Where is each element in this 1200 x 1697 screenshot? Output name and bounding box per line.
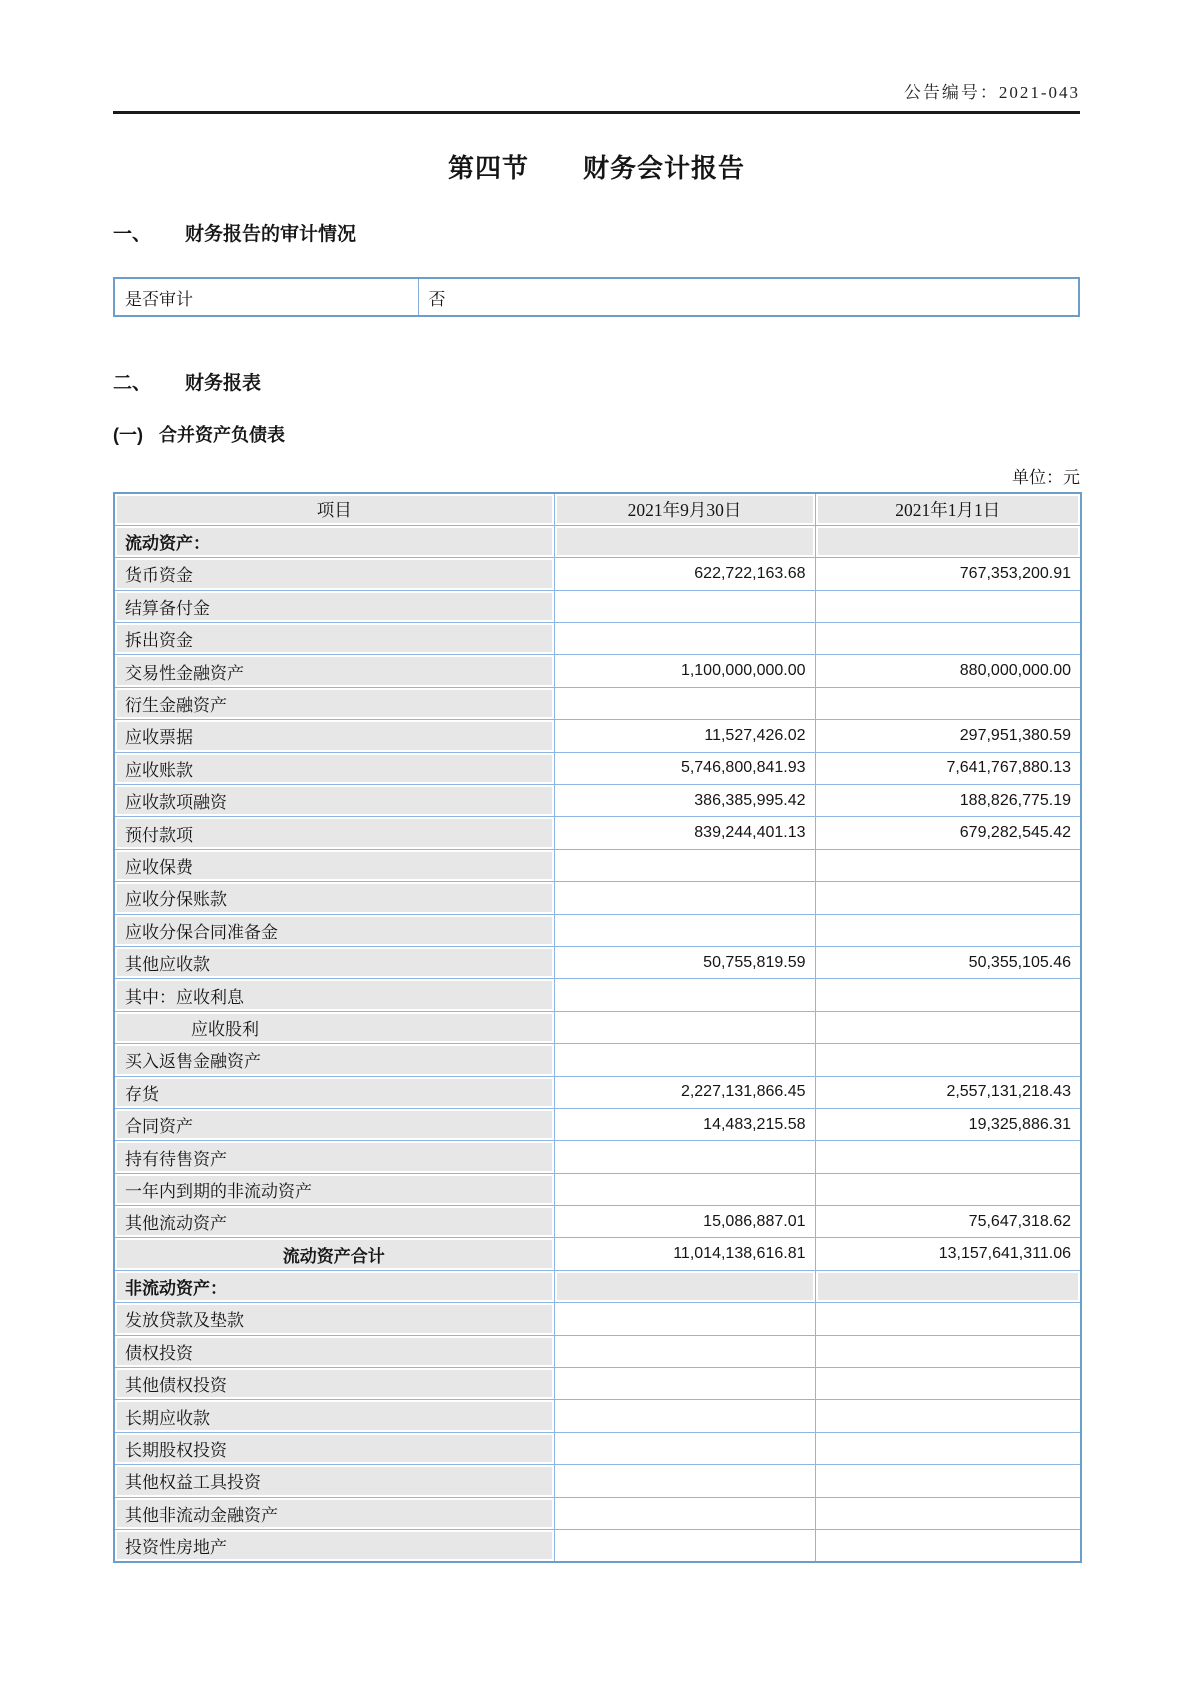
row-item-label: 其他债权投资 — [114, 1368, 554, 1400]
row-item-label: 其他流动资产 — [114, 1206, 554, 1238]
row-value-2021-09-30 — [554, 1368, 815, 1400]
balance-table-body — [114, 525, 1081, 1562]
subsection-heading-text: 合并资产负债表 — [159, 425, 285, 445]
row-value-2021-01-01: 75,647,318.62 — [815, 1206, 1081, 1238]
row-value-2021-09-30: 15,086,887.01 — [554, 1206, 815, 1238]
table-row — [114, 1206, 1081, 1238]
row-item-label: 合同资产 — [114, 1108, 554, 1140]
row-item-label: 其他非流动金融资产 — [114, 1497, 554, 1529]
row-value-2021-01-01 — [815, 590, 1081, 622]
row-item-label: 其中：应收利息 — [114, 979, 554, 1011]
row-item-label: 应收款项融资 — [114, 785, 554, 817]
row-value-2021-01-01 — [815, 1400, 1081, 1432]
row-value-2021-09-30 — [554, 1497, 815, 1529]
row-item-label: 拆出资金 — [114, 623, 554, 655]
row-value-2021-09-30 — [554, 1044, 815, 1076]
row-item-label: 一年内到期的非流动资产 — [114, 1173, 554, 1205]
row-value-2021-09-30: 50,755,819.59 — [554, 946, 815, 978]
subsection-number: (一) — [113, 425, 143, 445]
audit-answer-cell: 否 — [418, 278, 1079, 316]
row-value-2021-09-30 — [554, 1141, 815, 1173]
table-row — [114, 752, 1081, 784]
row-item-label: 投资性房地产 — [114, 1530, 554, 1562]
row-item-label: 非流动资产： — [114, 1270, 554, 1302]
row-value-2021-01-01 — [815, 1465, 1081, 1497]
table-row — [114, 1400, 1081, 1432]
row-value-2021-01-01 — [815, 1368, 1081, 1400]
row-value-2021-01-01: 2,557,131,218.43 — [815, 1076, 1081, 1108]
table-row — [114, 1238, 1081, 1270]
row-value-2021-01-01 — [815, 1270, 1081, 1302]
table-row — [114, 1270, 1081, 1302]
table-row — [114, 1335, 1081, 1367]
section-heading-statements — [113, 368, 1080, 395]
section-heading-text: 财务报告的审计情况 — [185, 224, 357, 245]
row-value-2021-09-30: 622,722,163.68 — [554, 558, 815, 590]
table-header-row — [114, 493, 1081, 525]
table-row — [114, 1044, 1081, 1076]
row-value-2021-09-30 — [554, 849, 815, 881]
row-value-2021-09-30 — [554, 1400, 815, 1432]
row-value-2021-01-01 — [815, 1303, 1081, 1335]
table-row — [114, 525, 1081, 557]
row-item-label: 流动资产： — [114, 525, 554, 557]
table-row — [114, 720, 1081, 752]
table-row — [114, 558, 1081, 590]
row-value-2021-01-01 — [815, 1530, 1081, 1562]
section-heading-audit — [113, 219, 1080, 246]
audit-question-cell: 是否审计 — [114, 278, 418, 316]
announcement-number: 公告编号：2021-043 — [903, 83, 1080, 102]
row-value-2021-01-01 — [815, 623, 1081, 655]
table-row — [114, 590, 1081, 622]
row-value-2021-01-01 — [815, 1011, 1081, 1043]
row-value-2021-01-01: 880,000,000.00 — [815, 655, 1081, 687]
row-item-label: 应收股利 — [114, 1011, 554, 1043]
table-row — [114, 785, 1081, 817]
page-content — [113, 78, 1080, 1563]
row-value-2021-01-01: 188,826,775.19 — [815, 785, 1081, 817]
row-value-2021-09-30: 11,527,426.02 — [554, 720, 815, 752]
row-item-label: 衍生金融资产 — [114, 687, 554, 719]
row-value-2021-09-30 — [554, 687, 815, 719]
row-value-2021-01-01 — [815, 849, 1081, 881]
row-value-2021-01-01 — [815, 687, 1081, 719]
row-item-label: 应收分保账款 — [114, 882, 554, 914]
row-item-label: 应收分保合同准备金 — [114, 914, 554, 946]
row-value-2021-09-30 — [554, 1432, 815, 1464]
row-item-label: 发放贷款及垫款 — [114, 1303, 554, 1335]
row-value-2021-01-01 — [815, 914, 1081, 946]
table-row — [114, 1530, 1081, 1562]
table-row — [114, 849, 1081, 881]
table-row — [114, 1497, 1081, 1529]
row-item-label: 货币资金 — [114, 558, 554, 590]
row-value-2021-01-01 — [815, 1497, 1081, 1529]
table-row — [114, 1108, 1081, 1140]
row-value-2021-01-01 — [815, 1141, 1081, 1173]
table-row — [114, 1173, 1081, 1205]
subsection-heading-balance-sheet — [113, 421, 1080, 447]
row-value-2021-09-30: 2,227,131,866.45 — [554, 1076, 815, 1108]
table-row — [114, 882, 1081, 914]
row-value-2021-09-30 — [554, 590, 815, 622]
row-value-2021-01-01 — [815, 1432, 1081, 1464]
row-value-2021-09-30: 14,483,215.58 — [554, 1108, 815, 1140]
row-item-label: 存货 — [114, 1076, 554, 1108]
row-value-2021-09-30 — [554, 1173, 815, 1205]
row-item-label: 买入返售金融资产 — [114, 1044, 554, 1076]
row-value-2021-09-30: 5,746,800,841.93 — [554, 752, 815, 784]
table-row — [114, 687, 1081, 719]
row-value-2021-09-30 — [554, 1465, 815, 1497]
row-value-2021-01-01 — [815, 882, 1081, 914]
row-item-label: 应收票据 — [114, 720, 554, 752]
row-value-2021-01-01: 297,951,380.59 — [815, 720, 1081, 752]
row-value-2021-01-01 — [815, 1044, 1081, 1076]
row-item-label: 其他应收款 — [114, 946, 554, 978]
row-value-2021-09-30 — [554, 1011, 815, 1043]
row-item-label: 应收账款 — [114, 752, 554, 784]
column-header-2021-01-01: 2021年1月1日 — [815, 493, 1081, 525]
row-value-2021-09-30 — [554, 1335, 815, 1367]
row-value-2021-01-01 — [815, 525, 1081, 557]
row-item-label: 交易性金融资产 — [114, 655, 554, 687]
column-header-item: 项目 — [114, 493, 554, 525]
table-row — [114, 1011, 1081, 1043]
row-value-2021-09-30 — [554, 623, 815, 655]
column-header-2021-09-30: 2021年9月30日 — [554, 493, 815, 525]
row-value-2021-09-30 — [554, 882, 815, 914]
row-value-2021-01-01 — [815, 1173, 1081, 1205]
row-value-2021-01-01: 13,157,641,311.06 — [815, 1238, 1081, 1270]
row-value-2021-01-01 — [815, 979, 1081, 1011]
row-value-2021-09-30 — [554, 914, 815, 946]
row-item-label: 结算备付金 — [114, 590, 554, 622]
row-value-2021-09-30: 386,385,995.42 — [554, 785, 815, 817]
row-value-2021-01-01: 767,353,200.91 — [815, 558, 1081, 590]
row-item-label: 长期应收款 — [114, 1400, 554, 1432]
row-value-2021-01-01: 7,641,767,880.13 — [815, 752, 1081, 784]
row-value-2021-01-01 — [815, 1335, 1081, 1367]
row-value-2021-09-30: 11,014,138,616.81 — [554, 1238, 815, 1270]
row-value-2021-01-01: 50,355,105.46 — [815, 946, 1081, 978]
row-value-2021-01-01: 19,325,886.31 — [815, 1108, 1081, 1140]
row-value-2021-01-01: 679,282,545.42 — [815, 817, 1081, 849]
table-row — [114, 1432, 1081, 1464]
row-item-label: 预付款项 — [114, 817, 554, 849]
table-row — [114, 1465, 1081, 1497]
row-item-label: 持有待售资产 — [114, 1141, 554, 1173]
table-row — [114, 914, 1081, 946]
section-number: 一、 — [113, 224, 152, 245]
table-row — [114, 946, 1081, 978]
unit-label: 单位：元 — [1012, 468, 1080, 487]
row-item-label: 应收保费 — [114, 849, 554, 881]
audit-status-table — [113, 277, 1080, 317]
page-title: 第四节 财务会计报告 — [447, 153, 745, 183]
row-item-label: 债权投资 — [114, 1335, 554, 1367]
table-row — [114, 1076, 1081, 1108]
row-item-label: 长期股权投资 — [114, 1432, 554, 1464]
header-divider — [113, 111, 1080, 114]
table-row — [114, 655, 1081, 687]
row-value-2021-09-30 — [554, 1303, 815, 1335]
table-row — [114, 979, 1081, 1011]
table-row — [114, 623, 1081, 655]
row-item-label: 其他权益工具投资 — [114, 1465, 554, 1497]
row-value-2021-09-30 — [554, 1270, 815, 1302]
row-value-2021-09-30 — [554, 1530, 815, 1562]
table-row — [114, 278, 1079, 316]
row-item-label: 流动资产合计 — [114, 1238, 554, 1270]
table-row — [114, 817, 1081, 849]
row-value-2021-09-30: 839,244,401.13 — [554, 817, 815, 849]
section-heading-text: 财务报表 — [185, 373, 262, 394]
balance-sheet-table — [113, 492, 1082, 1563]
table-row — [114, 1141, 1081, 1173]
table-row — [114, 1303, 1081, 1335]
row-value-2021-09-30 — [554, 525, 815, 557]
row-value-2021-09-30 — [554, 979, 815, 1011]
row-value-2021-09-30: 1,100,000,000.00 — [554, 655, 815, 687]
section-number: 二、 — [113, 373, 152, 394]
table-row — [114, 1368, 1081, 1400]
